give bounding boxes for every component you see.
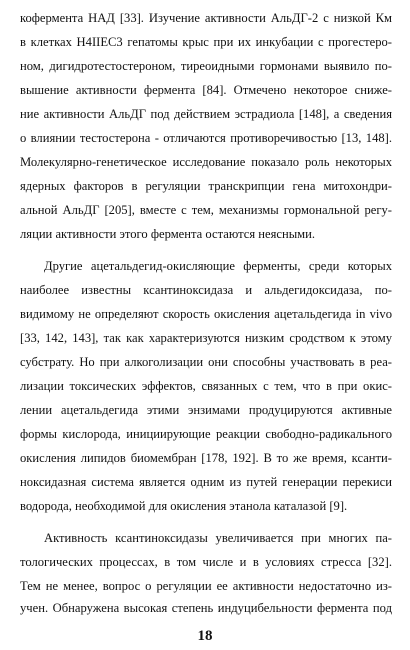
text-line: Другие ацетальдегид-окисляющие ферменты, среди которых — [44, 259, 392, 273]
text-line: вышение активности фермента [84]. Отмечено некоторое сниже- — [20, 83, 392, 97]
text-line: альной АльДГ [205], вместе с тем, механизмы гормональной регу- — [20, 203, 392, 217]
page-number: 18 — [197, 628, 213, 644]
text-line: тологических процессах, в том числе и в условиях стресса [32]. — [20, 555, 392, 569]
text-line: ние активности АльДГ под действием эстрадиола [148], а сведения — [20, 107, 392, 121]
text-line: ноксидазная система является одним из путей генерации перекиси — [20, 475, 392, 489]
text-line: в клетках H4IIEC3 гепатомы крыс при их инкубации с прогестеро- — [20, 35, 392, 49]
text-line: Тем не менее, вопрос о регуляции ее активности недостаточно из- — [20, 579, 392, 593]
text-line: учен. Обнаружена высокая степень индуцибельности фермента под — [20, 601, 392, 615]
text-line: наиболее известны ксантиноксидаза и альдегидоксидаза, по- — [20, 283, 392, 297]
text-line: Активность ксантиноксидазы увеличивается при многих па- — [44, 531, 392, 545]
text-line: лизации токсических эффектов, связанных с тем, что в при окис- — [20, 379, 392, 393]
text-line: водорода, необходимой для окисления этанола каталазой [9]. — [20, 499, 348, 513]
text-line: формы кислорода, инициирующие реакции свободно-радикального — [20, 427, 392, 441]
text-line: ном, дигидротестостероном, тиреоидными гормонами выявило по- — [20, 59, 392, 73]
text-line: ядерных факторов в регуляции транскрипции гена митохондри- — [20, 179, 392, 193]
text-line: субстрату. Но при алкоголизации они способны участвовать в реа- — [20, 355, 392, 369]
text-line: окисления липидов биомембран [178, 192]. В то же время, ксанти- — [20, 451, 392, 465]
text-line: видимому не определяют скорость окисления ацетальдегида in vivo — [20, 307, 392, 321]
text-line: лении ацетальдегида этими энзимами продуцируются активные — [20, 403, 392, 417]
text-line: [33, 142, 143], так как характеризуются низким сродством к этому — [20, 331, 392, 345]
text-line: кофермента НАД [33]. Изучение активности АльДГ-2 с низкой Км — [20, 11, 392, 25]
text-line: о влиянии тестостерона - отличаются противоречивостью [13, 148]. — [20, 131, 392, 145]
text-line: ляции активности этого фермента остаются неясными. — [20, 227, 316, 241]
text-line: Молекулярно-генетическое исследование показало роль некоторых — [20, 155, 392, 169]
